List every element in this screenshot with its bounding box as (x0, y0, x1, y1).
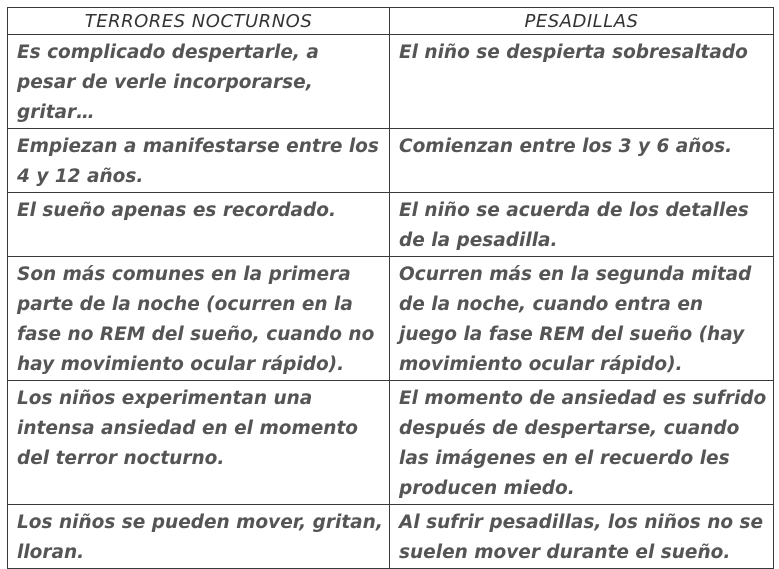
cell-terrores: Los niños experimentan una intensa ansiedad en el momento del terror nocturno. (8, 381, 390, 505)
cell-terrores: Es complicado despertarle, a pesar de verle incorporarse, gritar… (8, 35, 390, 129)
table-row (8, 505, 774, 569)
table-row (8, 381, 774, 505)
cell-terrores: Los niños se pueden mover, gritan, lloran. (8, 505, 390, 569)
table-row (8, 35, 774, 129)
header-terrores-nocturnos: TERRORES NOCTURNOS (8, 8, 390, 35)
table-row (8, 257, 774, 381)
cell-pesadillas: Al sufrir pesadillas, los niños no se suelen mover durante el sueño. (390, 505, 774, 569)
cell-pesadillas: El momento de ansiedad es sufrido después de despertarse, cuando las imágenes en el recuerdo les producen miedo. (390, 381, 774, 505)
header-pesadillas: PESADILLAS (390, 8, 774, 35)
cell-pesadillas: Comienzan entre los 3 y 6 años. (390, 129, 774, 193)
cell-pesadillas: Ocurren más en la segunda mitad de la noche, cuando entra en juego la fase REM del sueño (hay movimiento ocular rápido). (390, 257, 774, 381)
cell-terrores: Son más comunes en la primera parte de la noche (ocurren en la fase no REM del sueño, cuando no hay movimiento ocular rápido). (8, 257, 390, 381)
cell-pesadillas: El niño se acuerda de los detalles de la pesadilla. (390, 193, 774, 257)
cell-terrores: El sueño apenas es recordado. (8, 193, 390, 257)
comparison-table (7, 7, 774, 569)
table-row (8, 129, 774, 193)
cell-pesadillas: El niño se despierta sobresaltado (390, 35, 774, 129)
table-row (8, 193, 774, 257)
header-row (8, 8, 774, 35)
cell-terrores: Empiezan a manifestarse entre los 4 y 12 años. (8, 129, 390, 193)
